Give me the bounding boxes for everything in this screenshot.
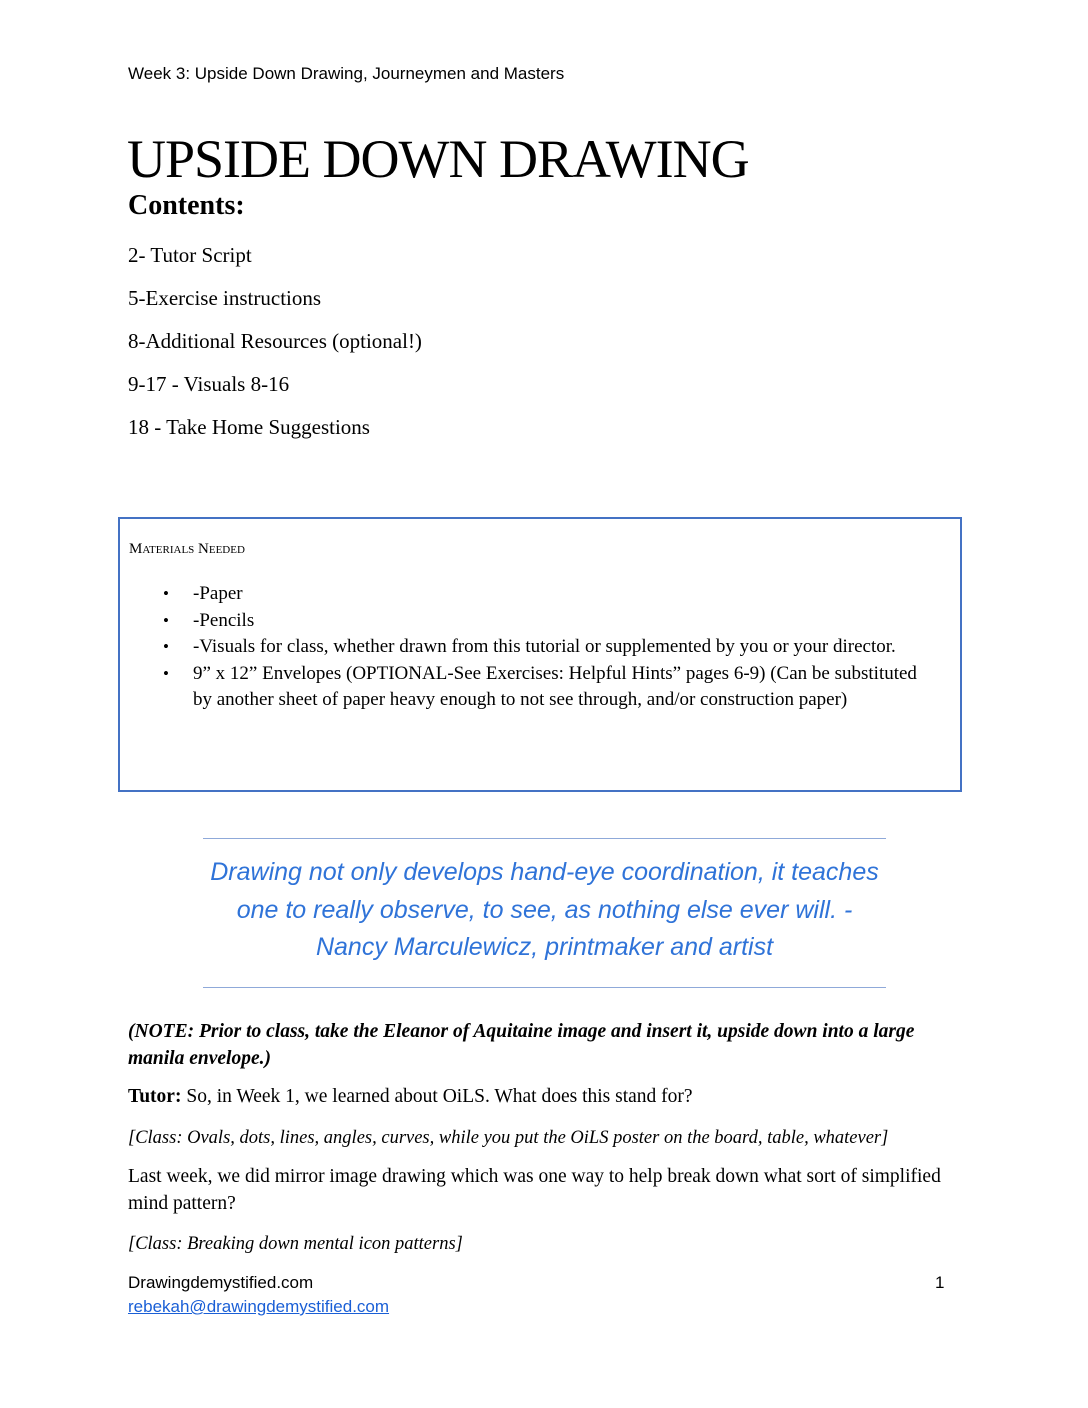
- bullet-icon: •: [163, 663, 169, 683]
- prep-note: (NOTE: Prior to class, take the Eleanor of Aquitaine image and insert it, upside down into a large manila envelope.): [128, 1021, 915, 1069]
- contents-item: 8-Additional Resources (optional!): [128, 329, 422, 353]
- bullet-icon: •: [163, 637, 169, 656]
- running-header: Week 3: Upside Down Drawing, Journeymen and Masters: [128, 64, 565, 83]
- materials-item: [138, 608, 938, 635]
- body-paragraph: Last week, we did mirror image drawing which was one way to help break down what sort of simplified mind pattern?: [128, 1166, 941, 1214]
- class-response: [Class: Ovals, dots, lines, angles, curves, while you put the OiLS poster on the board, table, whatever]: [128, 1128, 889, 1148]
- tutor-text: So, in Week 1, we learned about OiLS. What does this stand for?: [181, 1086, 693, 1107]
- pull-quote: Drawing not only develops hand-eye coordination, it teaches one to really observe, to see, as nothing else ever will. -Nancy Marculewicz, printmaker and artist: [210, 858, 879, 961]
- contents-item: 2- Tutor Script: [128, 243, 252, 267]
- materials-item: [138, 581, 938, 608]
- materials-item-text: 9” x 12” Envelopes (OPTIONAL-See Exercises: Helpful Hints” pages 6-9) (Can be substituted by another sheet of paper heavy enough to not see through, and/or construction paper): [193, 662, 917, 710]
- footer-site: Drawingdemystified.com: [128, 1273, 314, 1292]
- footer-email-link[interactable]: rebekah@drawingdemystified.com: [128, 1297, 390, 1316]
- contents-list: [128, 238, 422, 453]
- materials-box: [118, 517, 962, 792]
- document-title: UPSIDE DOWN DRAWING: [127, 129, 749, 189]
- contents-item: 18 - Take Home Suggestions: [128, 415, 370, 439]
- materials-item-text: -Paper: [193, 583, 243, 604]
- materials-heading: Materials Needed: [129, 541, 245, 557]
- quote-top-rule: [203, 838, 886, 839]
- materials-item: [138, 634, 938, 661]
- contents-heading: Contents:: [128, 190, 245, 221]
- bullet-icon: •: [163, 610, 169, 630]
- tutor-line: [128, 1084, 958, 1111]
- materials-item-text: -Pencils: [193, 609, 255, 631]
- materials-item: [138, 661, 938, 714]
- quote-bottom-rule: [203, 987, 886, 988]
- bullet-icon: •: [163, 584, 169, 603]
- contents-item: 5-Exercise instructions: [128, 286, 322, 310]
- page-number: 1: [935, 1273, 945, 1292]
- class-response: [Class: Breaking down mental icon patterns]: [128, 1234, 463, 1254]
- contents-item: 9-17 - Visuals 8-16: [128, 372, 290, 396]
- materials-list: [138, 581, 938, 714]
- materials-item-text: -Visuals for class, whether drawn from this tutorial or supplemented by you or your director.: [193, 636, 896, 657]
- tutor-label: Tutor:: [128, 1086, 182, 1107]
